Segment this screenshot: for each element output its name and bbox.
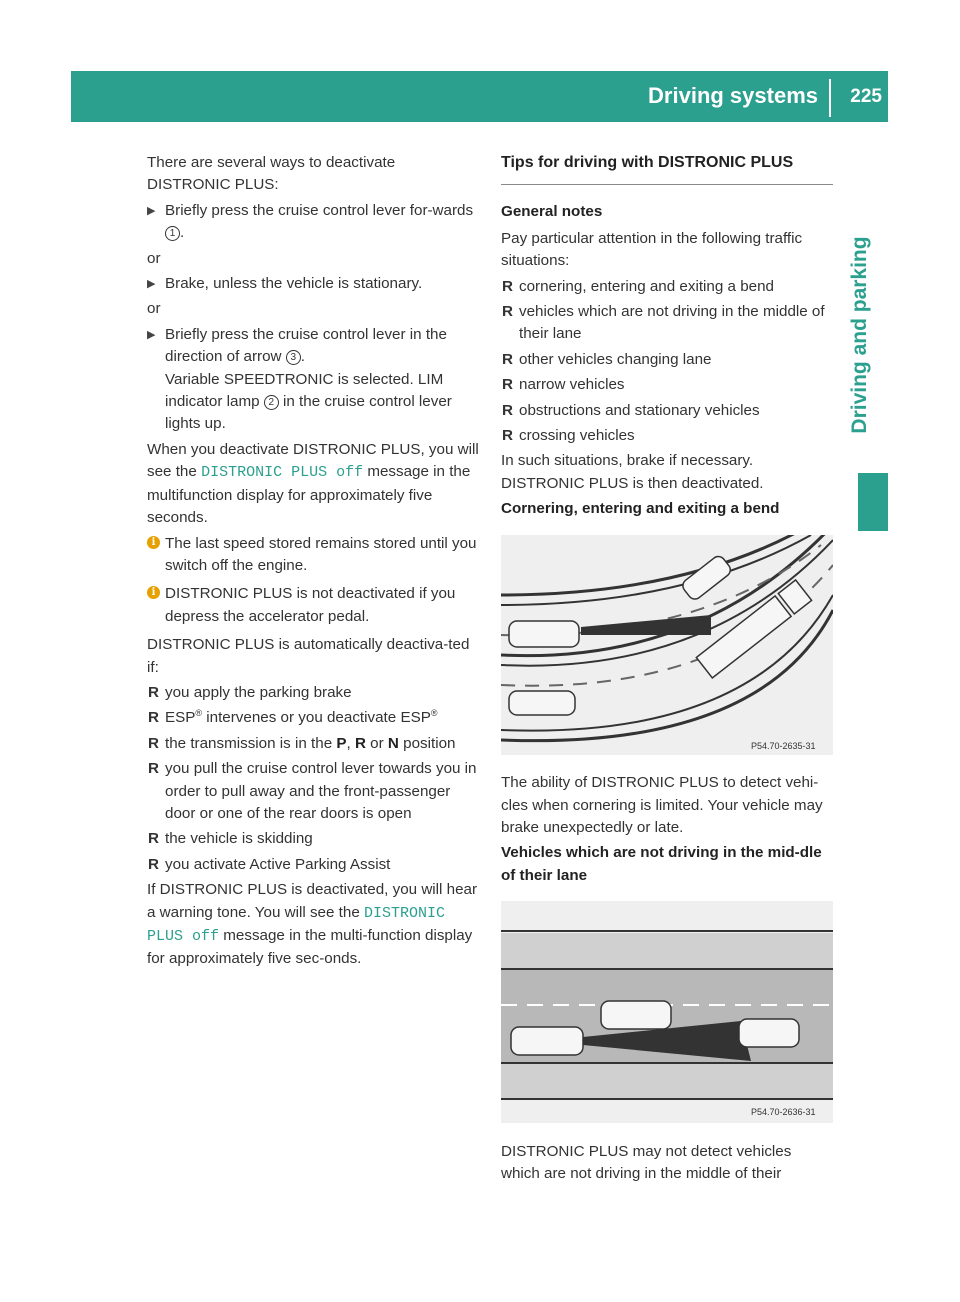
lane-offset-illustration: [501, 901, 833, 1123]
bullet-icon: R: [148, 683, 159, 701]
section-tab-marker: [858, 473, 888, 531]
info-text: The last speed stored remains stored until you switch off the engine.: [165, 534, 477, 574]
list-text: narrow vehicles: [519, 376, 625, 394]
page-number: 225: [850, 86, 882, 107]
text-span: message in the multifunction display for approximately five seconds.: [147, 463, 471, 527]
list-item: [147, 682, 481, 704]
registered-mark: ®: [195, 708, 203, 719]
list-text: intervenes or you deactivate ESP: [206, 709, 431, 727]
list-item: [147, 854, 481, 876]
figure-code: P54.70-2636-31: [751, 1107, 816, 1118]
list-item: [501, 425, 833, 447]
list-text: you activate Active Parking Assist: [165, 855, 391, 873]
bullet-icon: R: [502, 427, 513, 445]
step-arrow-icon: ▶: [147, 278, 156, 291]
list-text: obstructions and stationary vehicles: [519, 401, 760, 419]
cornering-text: The ability of DISTRONIC PLUS to detect vehi-cles when cornering is limited. Your vehicle may brake unexpectedly or late.: [501, 774, 823, 836]
list-text: you pull the cruise control lever towards you in order to pull away and the front-passenger door or one of the rear doors is open: [165, 760, 477, 822]
info-text: DISTRONIC PLUS is not deactivated if you depress the accelerator pedal.: [165, 585, 456, 625]
step-item: ▶ Briefly press the cruise control lever in the direction of arrow 3 . Variable SPEEDTRONIC is selected. LIM indicator lamp 2 in the cruise control lever lights up.: [147, 325, 452, 433]
right-column: [501, 152, 833, 1188]
callout-3-icon: 3: [286, 350, 301, 365]
list-item: [501, 374, 833, 396]
auto-deactivate-intro: DISTRONIC PLUS is automatically deactiva-ted if:: [147, 636, 470, 676]
list-text: cornering, entering and exiting a bend: [519, 277, 774, 295]
middle-text: DISTRONIC PLUS may not detect vehicles which are not driving in the middle of their: [501, 1142, 792, 1182]
list-text: the vehicle is skidding: [165, 830, 313, 848]
list-text: the transmission is in the: [165, 734, 333, 752]
list-text: other vehicles changing lane: [519, 350, 712, 368]
cornering-illustration: [501, 535, 833, 755]
subheading-middle: Vehicles which are not driving in the mid-dle of their lane: [501, 844, 822, 884]
list-text: you apply the parking brake: [165, 683, 352, 701]
bullet-icon: R: [148, 760, 159, 778]
subheading-general: General notes: [501, 203, 603, 221]
bullet-icon: R: [148, 734, 159, 752]
header-divider: [829, 79, 831, 117]
section-side-label: [840, 205, 880, 465]
list-text: crossing vehicles: [519, 427, 635, 445]
step-item: ▶ Briefly press the cruise control lever for-wards 1 .: [147, 201, 474, 242]
info-icon: i: [147, 586, 160, 599]
callout-2-icon: 2: [264, 395, 279, 410]
page-header: [71, 71, 888, 122]
list-item: [501, 276, 833, 298]
header-title: Driving systems: [648, 83, 818, 108]
step-text: Briefly press the cruise control lever for-wards: [165, 201, 474, 219]
text-span: If DISTRONIC PLUS is deactivated, you will hear a warning tone. You will see the: [147, 881, 478, 921]
intro-text: There are several ways to deactivate DISTRONIC PLUS:: [147, 154, 396, 194]
list-item: [501, 400, 833, 422]
gear-n: N: [387, 734, 399, 752]
warning-text: [147, 879, 481, 971]
text-span: When you deactivate DISTRONIC PLUS, you will see the: [147, 440, 479, 481]
display-message: DISTRONIC PLUS off: [201, 464, 364, 482]
subheading-cornering: Cornering, entering and exiting a bend: [501, 500, 780, 518]
step-text: in the cruise control lever lights up.: [165, 393, 452, 433]
bullet-icon: R: [148, 709, 159, 727]
list-text: or: [370, 734, 384, 752]
list-text: vehicles which are not driving in the middle of their lane: [519, 303, 825, 343]
bullet-icon: R: [148, 830, 159, 848]
general-text: Pay particular attention in the following traffic situations:: [501, 229, 803, 270]
list-item: [501, 301, 833, 346]
or-text: or: [147, 300, 161, 318]
info-note: [147, 583, 481, 628]
callout-1-icon: 1: [165, 226, 180, 241]
step-arrow-icon: ▶: [147, 328, 156, 341]
bullet-icon: R: [502, 350, 513, 368]
info-icon: i: [147, 536, 160, 549]
registered-mark: ®: [430, 708, 438, 719]
bullet-icon: R: [502, 376, 513, 394]
list-text: position: [403, 734, 456, 752]
list-item: R the transmission is in the P, R or N position: [147, 733, 481, 755]
or-text: or: [147, 249, 161, 267]
list-item: [147, 758, 481, 825]
text-span: message in the multi-function display for approximately five sec-onds.: [147, 927, 473, 968]
figure-code: P54.70-2635-31: [751, 740, 816, 751]
bullet-icon: R: [502, 303, 513, 321]
step-text: Brake, unless the vehicle is stationary.: [165, 275, 423, 293]
bullet-icon: R: [502, 401, 513, 419]
section-label: Driving and parking: [847, 236, 871, 434]
display-message: DISTRONIC PLUS off: [147, 904, 446, 945]
step-text: Briefly press the cruise control lever in the direction of arrow: [165, 325, 447, 366]
brake-text: In such situations, brake if necessary. DISTRONIC PLUS is then deactivated.: [501, 452, 764, 492]
bullet-icon: R: [502, 277, 513, 295]
deactivate-text: [147, 439, 481, 530]
list-text: ESP: [165, 709, 196, 727]
step-text: Variable SPEEDTRONIC is selected. LIM indicator lamp: [165, 370, 444, 411]
list-item: [147, 707, 481, 729]
gear-p: P: [336, 734, 347, 752]
section-heading: Tips for driving with DISTRONIC PLUS: [501, 152, 833, 185]
info-note: [147, 533, 481, 578]
left-column: [147, 152, 481, 974]
bullet-icon: R: [148, 855, 159, 873]
list-item: [501, 349, 833, 371]
gear-r: R: [354, 734, 366, 752]
step-arrow-icon: ▶: [147, 204, 156, 217]
step-item: [147, 273, 481, 295]
list-item: [147, 828, 481, 850]
